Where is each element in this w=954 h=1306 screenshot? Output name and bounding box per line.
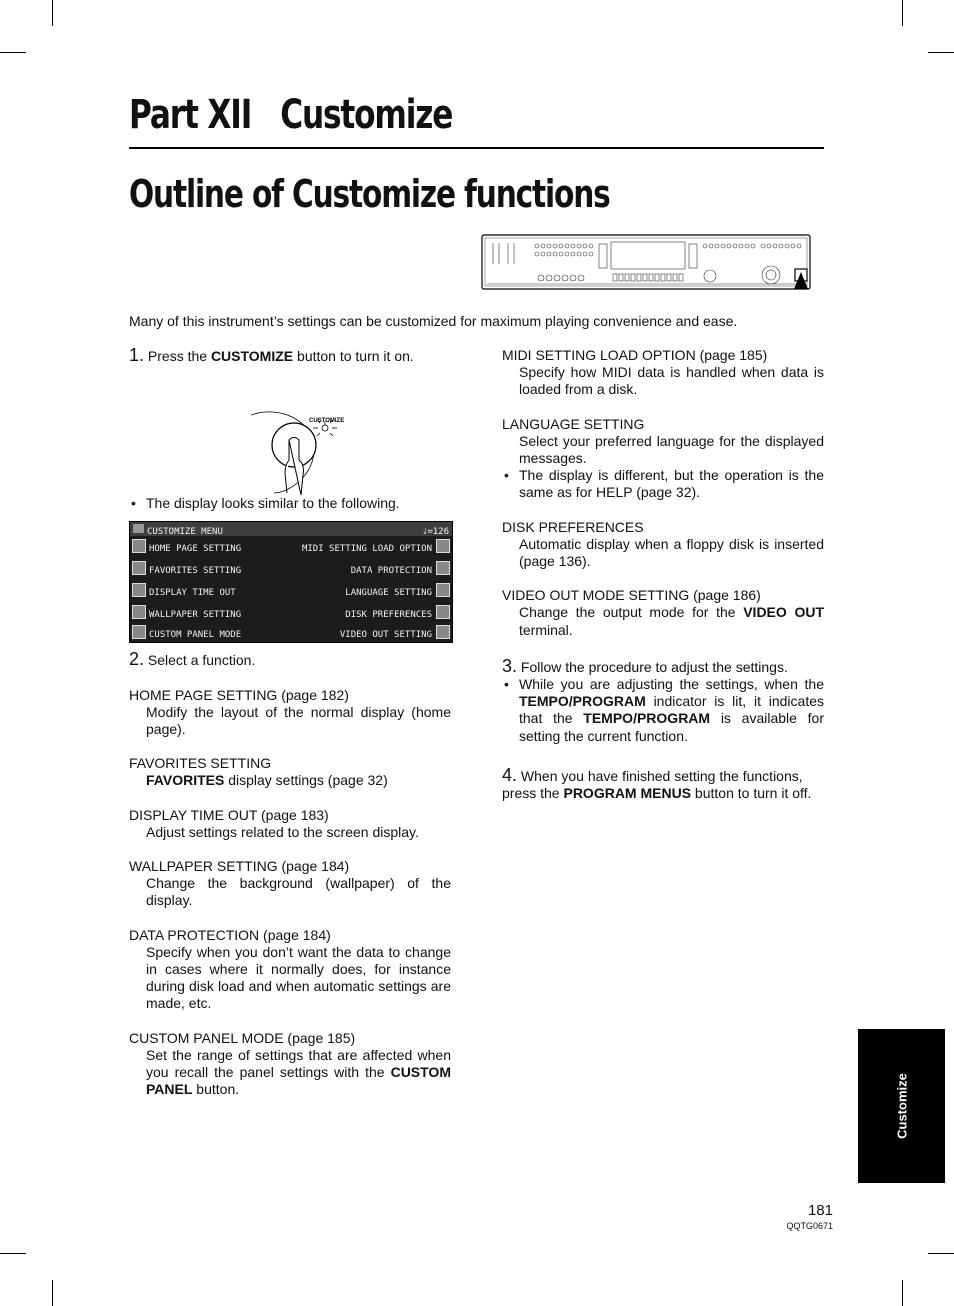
item-heading: WALLPAPER SETTING (page 184) xyxy=(129,858,350,875)
step-text: When you have finished setting the functions, press the xyxy=(502,767,803,802)
step-1 xyxy=(129,347,451,365)
item-description: Adjust settings related to the screen display. xyxy=(146,823,419,840)
menu-item-language-setting[interactable]: LANGUAGE SETTING xyxy=(345,588,432,599)
item-heading: DISK PREFERENCES xyxy=(502,518,644,535)
item-description: Set the range of settings that are affected when you recall the panel settings with the CUSTOM PANEL button. xyxy=(146,1046,451,1098)
part-title: Part XII Customize xyxy=(129,92,453,138)
step-number: 2. xyxy=(129,649,145,670)
item-heading: DISPLAY TIME OUT (page 183) xyxy=(129,806,329,823)
step-3 xyxy=(502,655,824,676)
step-bold: CUSTOMIZE xyxy=(210,348,294,364)
item-heading: VIDEO OUT MODE SETTING (page 186) xyxy=(502,587,761,604)
section-title: Outline of Customize functions xyxy=(129,172,610,216)
step-2 xyxy=(129,651,451,669)
wallpaper-icon xyxy=(132,605,146,619)
crop-mark xyxy=(0,1253,26,1254)
item-description: Change the output mode for the VIDEO OUT terminal. xyxy=(519,604,824,638)
item-heading: CUSTOM PANEL MODE (page 185) xyxy=(129,1029,356,1046)
menu-row xyxy=(130,581,452,600)
item-description: Change the background (wallpaper) of the display. xyxy=(146,875,451,909)
menu-item-data-protection[interactable]: DATA PROTECTION xyxy=(350,566,432,577)
side-tab-label: Customize xyxy=(894,1073,909,1139)
bullet-item: • The display looks similar to the following. xyxy=(131,495,400,512)
crop-mark xyxy=(52,0,53,26)
menu-item-video-out-setting[interactable]: VIDEO OUT SETTING xyxy=(339,630,432,641)
menu-item-midi-setting-load-option[interactable]: MIDI SETTING LOAD OPTION xyxy=(301,544,432,555)
item-description: Select your preferred language for the displayed messages. xyxy=(519,432,824,467)
item-description: Automatic display when a floppy disk is inserted (page 136). xyxy=(519,535,824,570)
menu-item-display-time-out[interactable]: DISPLAY TIME OUT xyxy=(149,588,236,599)
screen-title: CUSTOMIZE MENU xyxy=(147,527,223,538)
crop-mark xyxy=(902,0,903,26)
step-number: 3. xyxy=(502,655,518,676)
crop-mark xyxy=(52,1280,53,1306)
left-column xyxy=(129,347,451,1098)
step-number: 4. xyxy=(502,764,518,785)
custom-panel-icon xyxy=(132,625,146,639)
lock-icon xyxy=(436,561,450,575)
home-page-icon xyxy=(132,539,146,553)
step-number: 1. xyxy=(129,345,145,365)
step-text: Press the xyxy=(147,348,211,364)
menu-row xyxy=(130,603,452,622)
step-text: Follow the procedure to adjust the settings. xyxy=(520,658,788,675)
bullet-text: The display looks similar to the following. xyxy=(146,495,400,512)
menu-row xyxy=(130,559,452,578)
item-description: Modify the layout of the normal display (home page). xyxy=(146,703,451,738)
item-heading: HOME PAGE SETTING (page 182) xyxy=(129,686,349,703)
intro-text: Many of this instrument’s settings can be customized for maximum playing convenience and ease. xyxy=(129,313,738,329)
customize-menu-screen xyxy=(129,521,453,643)
crop-mark xyxy=(928,52,954,53)
page-number: 181 xyxy=(807,1202,833,1219)
favorites-icon xyxy=(132,561,146,575)
keyboard-panel-illustration xyxy=(481,234,811,290)
step-text: button to turn it on. xyxy=(293,348,414,364)
menu-row xyxy=(130,623,452,642)
tempo-display: ♩=126 xyxy=(421,527,449,538)
step-4: 4. When you have finished setting the functions, press the PROGRAM MENUS button to turn it off. xyxy=(502,764,812,802)
item-description: FAVORITES display settings (page 32) xyxy=(146,772,388,789)
video-icon xyxy=(436,625,450,639)
bullet-item: • While you are adjusting the settings, when the TEMPO/PROGRAM indicator is lit, it indicates that the TEMPO/PROGRAM is available for setting the current function. xyxy=(504,676,824,744)
menu-item-home-page-setting[interactable]: HOME PAGE SETTING xyxy=(149,544,242,555)
item-heading: DATA PROTECTION (page 184) xyxy=(129,926,331,943)
side-tab xyxy=(858,1029,945,1183)
bullet-item: • The display is different, but the operation is the same as for HELP (page 32). xyxy=(504,467,824,501)
item-description: Specify how MIDI data is handled when data is loaded from a disk. xyxy=(519,364,824,398)
crop-mark xyxy=(0,52,26,53)
screen-header xyxy=(130,522,452,536)
customize-button-label: CUSTOMIZE xyxy=(309,418,345,425)
language-icon xyxy=(436,583,450,597)
item-description: Specify when you don’t want the data to change in cases where it normally does, for instance during disk load and when automatic settings are made, etc. xyxy=(146,943,451,1012)
crop-mark xyxy=(928,1253,954,1254)
document-code: QQTG0671 xyxy=(786,1221,833,1231)
customize-button-illustration xyxy=(129,365,451,495)
item-heading: FAVORITES SETTING xyxy=(129,755,272,772)
menu-item-wallpaper-setting[interactable]: WALLPAPER SETTING xyxy=(149,610,242,621)
title-rule xyxy=(129,147,824,149)
disk-icon xyxy=(436,605,450,619)
step-text: Select a function. xyxy=(147,652,256,669)
menu-item-custom-panel-mode[interactable]: CUSTOM PANEL MODE xyxy=(149,630,242,641)
item-heading: MIDI SETTING LOAD OPTION (page 185) xyxy=(502,347,768,363)
menu-row xyxy=(130,537,452,556)
menu-item-favorites-setting[interactable]: FAVORITES SETTING xyxy=(149,566,242,577)
display-icon xyxy=(132,583,146,597)
item-heading: LANGUAGE SETTING xyxy=(502,415,645,432)
midi-icon xyxy=(436,539,450,553)
menu-item-disk-preferences[interactable]: DISK PREFERENCES xyxy=(345,610,432,621)
right-column xyxy=(502,347,824,802)
crop-mark xyxy=(902,1280,903,1306)
